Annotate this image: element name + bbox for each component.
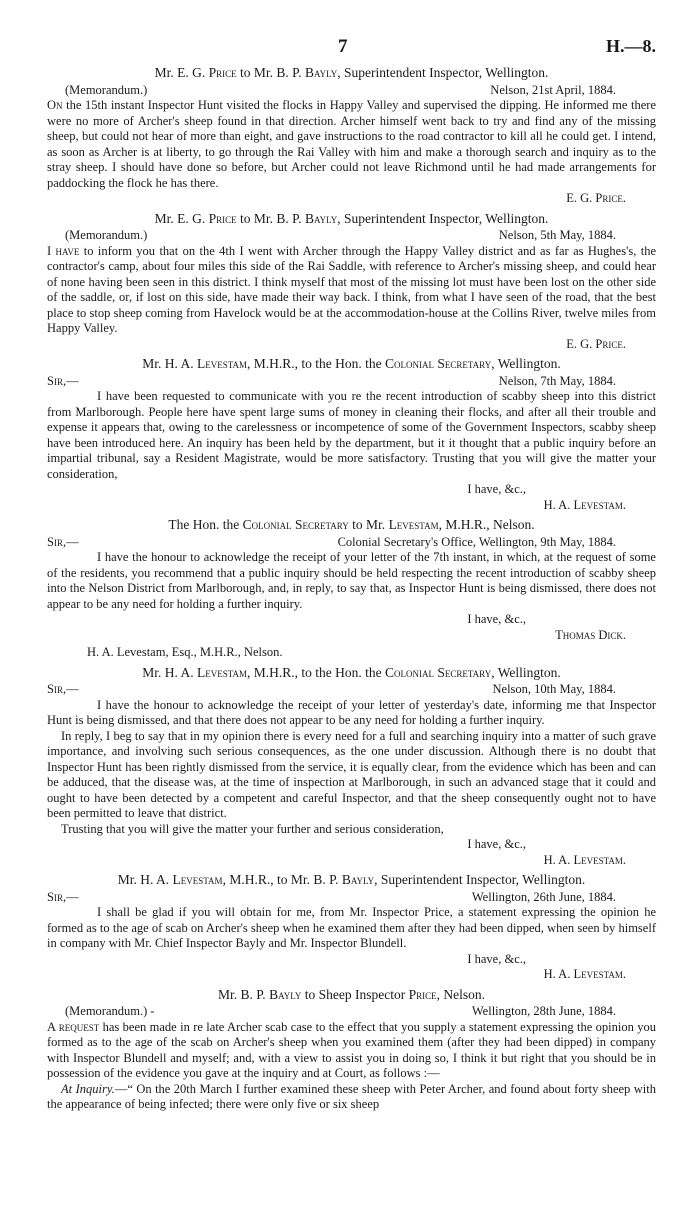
letter-date: Nelson, 10th May, 1884.: [492, 682, 616, 696]
memo-label: (Memorandum.): [65, 228, 148, 242]
letter-body: A request has been made in re late Archer scab case to the effect that you supply a statement expressing the opinion you formed as to the age of the scab on Archer's sheep when you examined them (after they had been dipped) in company with Inspector Blundell and myself; and, with a view to assist you in doing so, I think it but right that you should be in possession of the evidence you gave at the inquiry and at Court, as follows :—: [47, 1019, 657, 1080]
salutation: Sir,—: [47, 373, 79, 388]
letter-date: Nelson, 5th May, 1884.: [498, 228, 616, 242]
page-number: 7: [338, 36, 348, 57]
letter-body: I have been requested to communicate with you re the recent introduction of scabby sheep into this district from Marlborough. People here have spent large sums of money in cleaning their flocks, and after all their trouble and expense it appears that, owing to the carelessness or incompetence of some of the Government Inspectors, scabby sheep have been introduced here. An inquiry has been held by the department, but it it thought that a public inquiry before an impartial tribunal, say a Resident Magistrate, would be more satisfactory. Trusting that you will give the matter your consideration,: [47, 389, 656, 481]
letter-body-paragraph-3: Trusting that you will give the matter your further and serious consideration,: [61, 821, 444, 836]
letter-body-paragraph-2: In reply, I beg to say that in my opinion there is every need for a full and searching inquiry into a matter of such grave importance, and involving such serious consequences, as the one under discussion. Although there is no doubt that Inspector Hunt has been rightly dismissed from the service, it is equally clear, from the evidence which has been and can be adduced, that the disease was, at the time of inspection at Marlborough, in such an advanced stage that it could and ought to have been detected by a competent and careful Inspector, and that the sheep consequently ought not to have been permitted to leave that district.: [47, 728, 656, 820]
document-reference: H.—8.: [605, 36, 656, 56]
letter-dateline: [47, 1004, 656, 1020]
letter-heading: Mr. H. A. Levestam, M.H.R., to Mr. B. P. Bayly, Superintendent Inspector, Wellington.: [117, 872, 586, 887]
letter-levestam-7-may: [47, 356, 656, 513]
letter-body: I have the honour to acknowledge the receipt of your letter of the 7th instant, in which, at the request of some of the residents, you recommend that a public inquiry should be held respecting the recent introduction of scabby sheep into the Nelson District from Marlborough, and, in reply, to say that, as Inspector Hunt is being dismissed, there does not appear to be any need for holding a further inquiry.: [47, 550, 656, 611]
letter-dateline: [47, 83, 656, 99]
letter-heading: Mr. E. G. Price to Mr. B. P. Bayly, Superintendent Inspector, Wellington.: [154, 65, 549, 80]
letter-date: Nelson, 7th May, 1884.: [498, 373, 616, 388]
letter-date: Wellington, 26th June, 1884.: [471, 889, 616, 904]
letter-body: On the 15th instant Inspector Hunt visited the flocks in Happy Valley and supervised the dipping. He informed me there were no more of Archer's sheep found in that direction. Archer himself went back to try and find any of the missing sheep, but could not hear of more than eight, and gave instructions to the road contractor to kill all he could get. I intend, as soon as Archer is at liberty, to go through the Rai Valley with him and make a thorough search and inquiry as to the stray sheep. I should have done so before, but Archer could not leave Richmond until he had made arrangements for paddocking the flock he has there.: [47, 98, 656, 190]
letter-body: I have the honour to acknowledge the receipt of your letter of yesterday's date, informing me that Inspector Hunt is being dismissed, and that there does not appear to be any need for holding a further inquiry.: [47, 697, 656, 727]
letter-dateline: [47, 682, 656, 698]
letter-signature: Thomas Dick.: [555, 627, 626, 642]
salutation: Sir,—: [47, 889, 79, 904]
letter-price-21-april: [47, 65, 656, 207]
letter-levestam-26-june: [47, 872, 656, 983]
inquiry-quote: At Inquiry.—“ On the 20th March I further examined these sheep with Peter Archer, and found about forty sheep with the appearance of being infected; there were only five or six sheep: [47, 1081, 656, 1111]
letter-heading: The Hon. the Colonial Secretary to Mr. Levestam, M.H.R., Nelson.: [168, 517, 535, 532]
letter-date: Nelson, 21st April, 1884.: [490, 82, 616, 97]
memo-label: (Memorandum.) -: [65, 1004, 155, 1018]
letter-date: Wellington, 28th June, 1884.: [471, 1004, 616, 1018]
letter-signature: H. A. Levestam.: [543, 852, 626, 867]
letter-heading: Mr. H. A. Levestam, M.H.R., to the Hon. the Colonial Secretary, Wellington.: [142, 356, 561, 371]
letter-levestam-10-may: [47, 665, 656, 869]
letter-price-5-may: [47, 211, 656, 353]
letter-dateline: [47, 535, 656, 551]
letter-body: I shall be glad if you will obtain for me, from Mr. Inspector Price, a statement expressing the opinion he formed as to the age of scab on Archer's sheep when he examined them after they had been dipped, when seen by himself in company with Mr. Chief Inspector Bayly and Mr. Inspector Blundell.: [47, 905, 656, 950]
letter-closing: I have, &c.,: [467, 837, 526, 851]
salutation: Sir,—: [47, 682, 79, 696]
letter-signature: H. A. Levestam.: [543, 497, 626, 512]
letter-body: I have to inform you that on the 4th I went with Archer through the Happy Valley district and as far as Hughes's, the contractor's camp, about four miles this side of the Rai Saddle, with reference to Archer's missing sheep, and could hear of none having been seen in this district. I think myself that most of the missing lot must have been lost on the other side of the saddle, or, if lost on this side, have made their way back. I think, from what I have seen of the road, that the best place to stop sheep coming from Havelock would be at the accommodation-house at the Collins River, twelve miles from Happy Valley.: [47, 243, 656, 335]
letter-closing: I have, &c.,: [467, 951, 526, 966]
document-body: [47, 65, 656, 1117]
letter-bayly-28-june: [47, 987, 656, 1113]
letter-heading: Mr. E. G. Price to Mr. B. P. Bayly, Superintendent Inspector, Wellington.: [154, 210, 549, 226]
memo-label: (Memorandum.): [65, 82, 148, 97]
letter-signature: H. A. Levestam.: [543, 967, 626, 981]
letter-heading: Mr. B. P. Bayly to Sheep Inspector Price, Nelson.: [218, 986, 485, 1002]
letter-closing: I have, &c.,: [467, 482, 526, 496]
letter-dateline: [47, 890, 656, 906]
salutation: Sir,—: [47, 534, 79, 549]
letter-date: Colonial Secretary's Office, Wellington, 9th May, 1884.: [337, 534, 616, 549]
letter-closing: I have, &c.,: [467, 612, 526, 626]
letter-dateline: [47, 228, 656, 244]
letter-signature: E. G. Price.: [566, 191, 626, 205]
letter-heading: Mr. H. A. Levestam, M.H.R., to the Hon. the Colonial Secretary, Wellington.: [142, 664, 561, 680]
letter-addressee: H. A. Levestam, Esq., M.H.R., Nelson.: [87, 645, 283, 659]
letter-colonial-secretary-9-may: [47, 517, 656, 661]
letter-signature: E. G. Price.: [566, 336, 626, 351]
letter-dateline: [47, 374, 656, 390]
